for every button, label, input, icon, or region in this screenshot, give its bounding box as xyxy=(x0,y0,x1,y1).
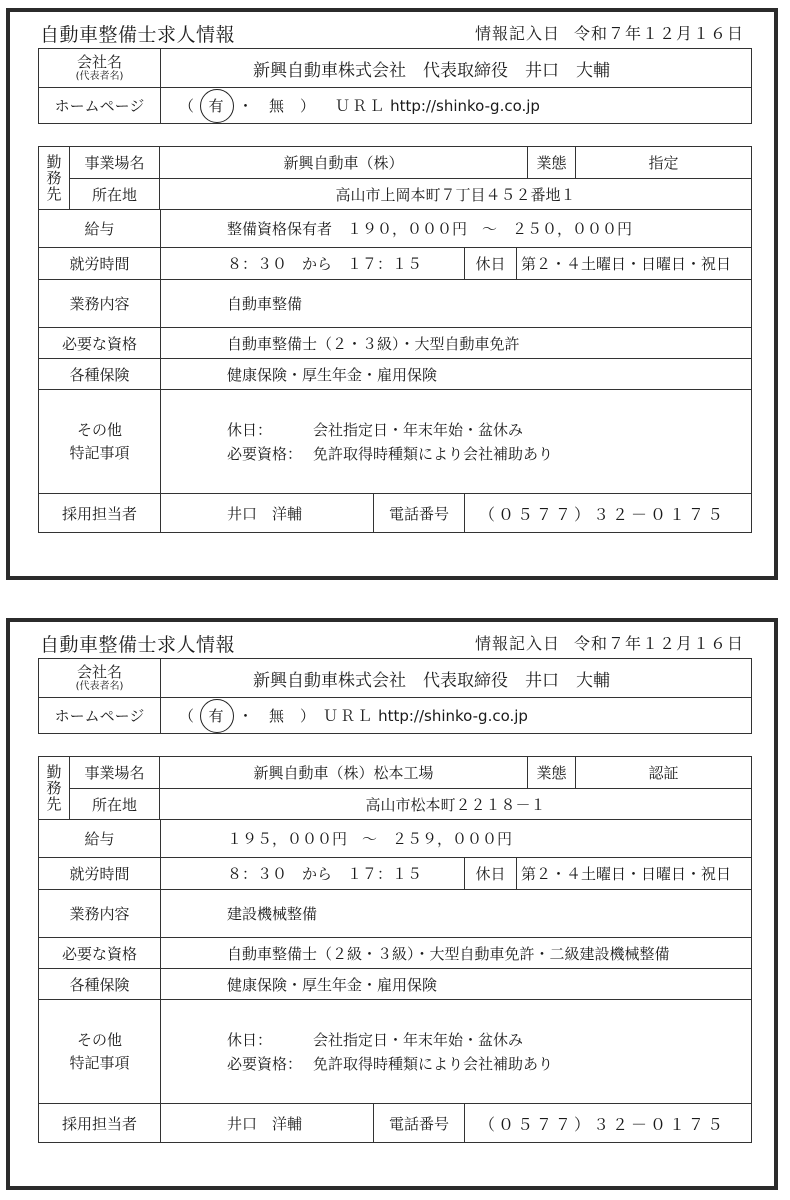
entry-date xyxy=(475,21,744,44)
address: 高山市上岡本町７丁目４５２番地１ xyxy=(159,179,751,209)
note-key: 必要資格： xyxy=(227,444,303,463)
notes-label xyxy=(39,390,160,493)
insurance: 健康保険・厚生年金・雇用保険 xyxy=(160,969,751,999)
entry-date-label: 情報記入日 xyxy=(474,634,560,653)
salary-label: 給与 xyxy=(84,830,115,848)
salary-label: 給与 xyxy=(84,220,115,238)
note-value: 免許取得時種類により会社補助あり xyxy=(313,1054,554,1073)
note-value: 会社指定日・年末年始・盆休み xyxy=(313,420,524,439)
card-title: 自動車整備士求人情報 xyxy=(40,634,236,656)
notes-label-line1: その他 xyxy=(76,421,122,439)
hp-close-paren: ） xyxy=(300,707,318,725)
insurance: 健康保険・厚生年金・雇用保険 xyxy=(160,359,751,389)
job-content: 建設機械整備 xyxy=(160,890,751,937)
phone-label: 電話番号 xyxy=(373,494,464,532)
holiday-label: 休日 xyxy=(464,858,516,889)
homepage-no: 無 xyxy=(269,97,287,115)
site-label: 事業場名 xyxy=(84,154,145,172)
hp-open-paren: （ xyxy=(179,707,197,725)
company-label-cell xyxy=(39,659,160,697)
site-name: 新興自動車（株）松本工場 xyxy=(159,757,527,788)
company-table xyxy=(38,658,752,734)
company-name: 新興自動車株式会社 代表取締役 井口 大輔 xyxy=(160,49,751,87)
notes-label-line2: 特記事項 xyxy=(69,443,130,462)
entry-date xyxy=(475,631,744,654)
work-location-label: 勤務先 xyxy=(44,154,63,202)
recruiter: 井口 洋輔 xyxy=(160,1104,373,1142)
business-type-label: 業態 xyxy=(527,757,575,788)
entry-date-value: 令和７年１２月１６日 xyxy=(573,24,744,43)
note-holiday xyxy=(227,418,523,442)
site-label: 事業場名 xyxy=(84,764,145,782)
homepage-value xyxy=(160,698,751,733)
homepage-label: ホームページ xyxy=(54,97,145,115)
hp-open-paren: （ xyxy=(179,97,197,115)
homepage-url: http://shinko-g.co.jp xyxy=(378,706,528,725)
business-type: 認証 xyxy=(575,757,751,788)
work-location-label: 勤務先 xyxy=(44,764,63,812)
business-type: 指定 xyxy=(575,147,751,178)
address: 高山市松本町２２１８－１ xyxy=(159,789,751,819)
insurance-label: 各種保険 xyxy=(69,365,130,384)
business-type-label: 業態 xyxy=(527,147,575,178)
holiday-label: 休日 xyxy=(464,248,516,279)
company-label: 会社名 xyxy=(76,662,122,681)
homepage-no: 無 xyxy=(269,707,287,725)
hours-label: 就労時間 xyxy=(69,255,130,273)
card-title: 自動車整備士求人情報 xyxy=(40,24,236,46)
note-qualification xyxy=(227,1052,553,1076)
notes-label xyxy=(39,1000,160,1103)
working-hours: ８：３０ から １７：１５ xyxy=(160,248,464,279)
company-name: 新興自動車株式会社 代表取締役 井口 大輔 xyxy=(160,659,751,697)
entry-date-value: 令和７年１２月１６日 xyxy=(573,634,744,653)
qualification-label: 必要な資格 xyxy=(61,334,137,353)
note-qualification xyxy=(227,442,553,466)
note-holiday xyxy=(227,1028,523,1052)
phone-number: （０５７７）３２－０１７５ xyxy=(464,494,751,532)
note-value: 会社指定日・年末年始・盆休み xyxy=(313,1030,524,1049)
homepage-value xyxy=(160,88,751,123)
url-label: ＵＲＬ xyxy=(323,707,375,725)
job-posting-card-2 xyxy=(6,618,778,1190)
entry-date-label: 情報記入日 xyxy=(474,24,560,43)
details-table xyxy=(38,146,752,533)
note-key: 休日： xyxy=(227,420,273,439)
note-value: 免許取得時種類により会社補助あり xyxy=(313,444,554,463)
insurance-label: 各種保険 xyxy=(69,975,130,994)
qualification-label: 必要な資格 xyxy=(61,944,137,963)
homepage-label: ホームページ xyxy=(54,707,145,725)
details-table xyxy=(38,756,752,1143)
homepage-yes-circled: 有 xyxy=(200,699,234,733)
note-key: 必要資格： xyxy=(227,1054,303,1073)
job-posting-card-1 xyxy=(6,8,778,580)
notes xyxy=(160,1000,751,1103)
company-label: 会社名 xyxy=(76,52,122,71)
url-label: ＵＲＬ xyxy=(335,97,387,115)
company-table xyxy=(38,48,752,124)
hp-separator: ・ xyxy=(238,707,256,725)
recruiter-label: 採用担当者 xyxy=(61,504,137,523)
holidays: 第２・４土曜日・日曜日・祝日 xyxy=(516,248,751,279)
salary: 整備資格保有者 １９０，０００円 ～ ２５０，０００円 xyxy=(160,210,751,247)
note-key: 休日： xyxy=(227,1030,273,1049)
job-content: 自動車整備 xyxy=(160,280,751,327)
job-content-label: 業務内容 xyxy=(69,295,130,313)
homepage-url: http://shinko-g.co.jp xyxy=(390,96,540,115)
recruiter-label: 採用担当者 xyxy=(61,1114,137,1133)
company-sublabel: (代表者名) xyxy=(75,680,124,692)
working-hours: ８：３０ から １７：１５ xyxy=(160,858,464,889)
address-label: 所在地 xyxy=(91,795,137,814)
homepage-yes-circled: 有 xyxy=(200,89,234,123)
holidays: 第２・４土曜日・日曜日・祝日 xyxy=(516,858,751,889)
phone-label: 電話番号 xyxy=(373,1104,464,1142)
site-name: 新興自動車（株） xyxy=(159,147,527,178)
company-sublabel: (代表者名) xyxy=(75,70,124,82)
address-label: 所在地 xyxy=(91,185,137,204)
notes-label-line2: 特記事項 xyxy=(69,1053,130,1072)
hp-close-paren: ） xyxy=(300,97,318,115)
recruiter: 井口 洋輔 xyxy=(160,494,373,532)
phone-number: （０５７７）３２－０１７５ xyxy=(464,1104,751,1142)
company-label-cell xyxy=(39,49,160,87)
qualifications: 自動車整備士（２級・３級）・大型自動車免許・二級建設機械整備 xyxy=(160,938,751,968)
notes xyxy=(160,390,751,493)
salary: １９５，０００円 ～ ２５９，０００円 xyxy=(160,820,751,857)
qualifications: 自動車整備士（２・３級）・大型自動車免許 xyxy=(160,328,751,358)
notes-label-line1: その他 xyxy=(76,1031,122,1049)
job-content-label: 業務内容 xyxy=(69,905,130,923)
hp-separator: ・ xyxy=(238,97,256,115)
hours-label: 就労時間 xyxy=(69,865,130,883)
